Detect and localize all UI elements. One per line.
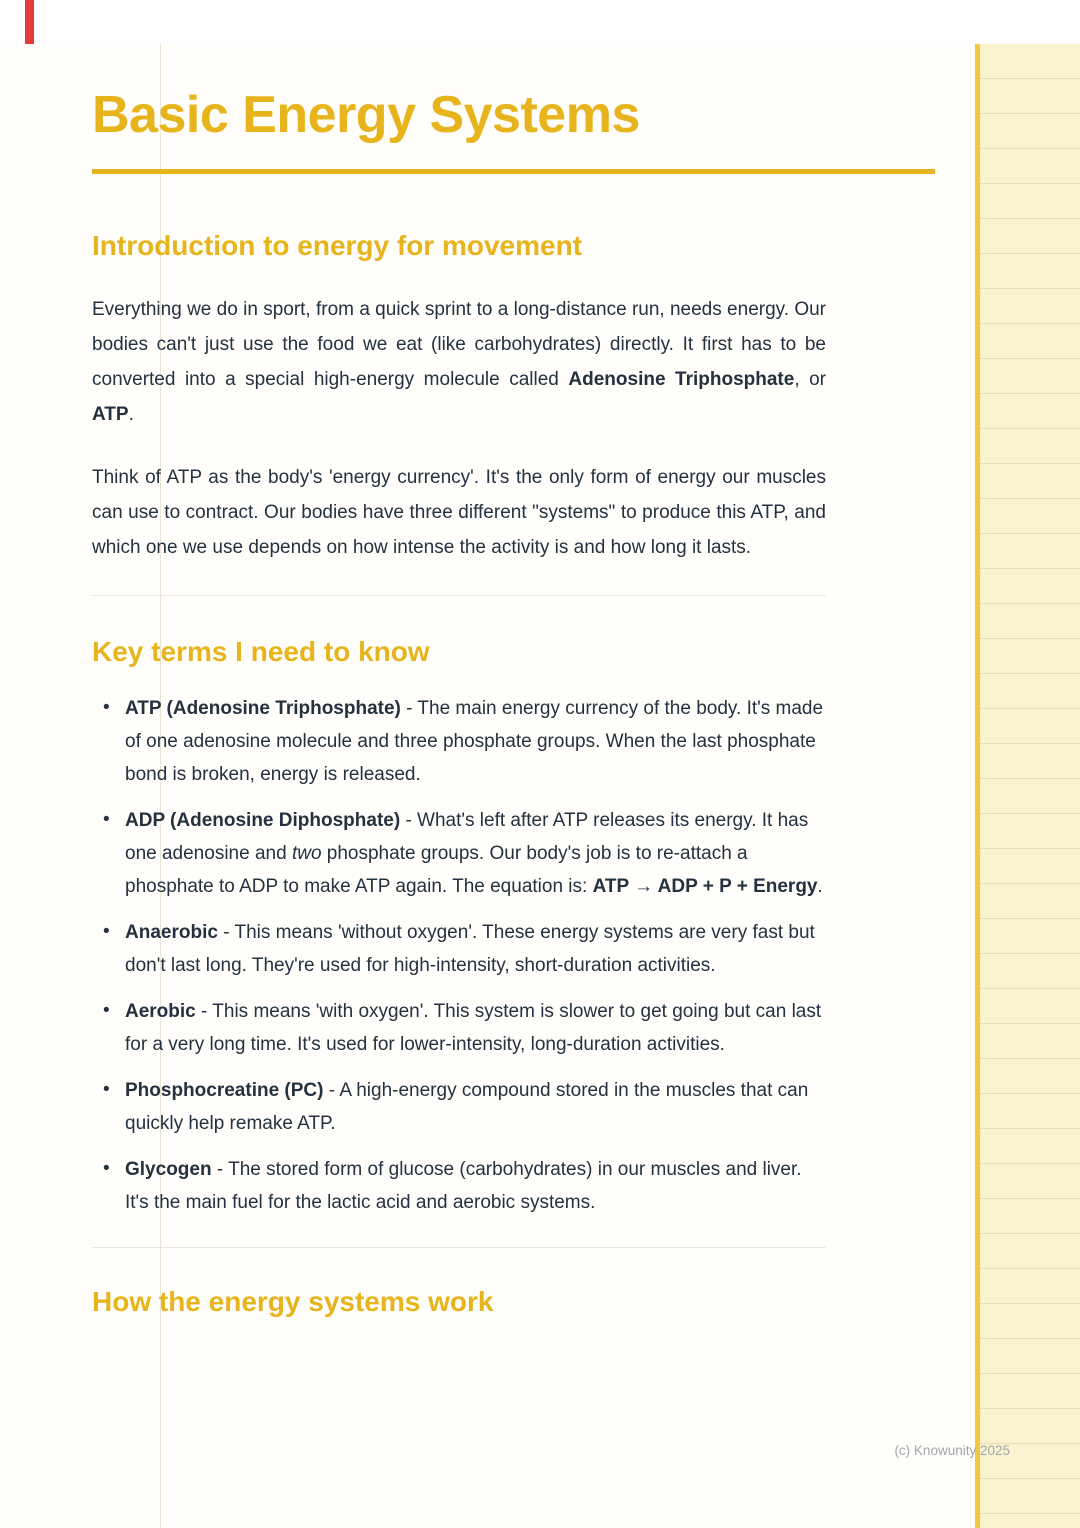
section-heading-how: How the energy systems work	[92, 1285, 494, 1317]
intro-paragraph-2: Think of ATP as the body's 'energy currency'. It's the only form of energy our muscles can use to contract. Our bodies have three different "systems" to produce this ATP, and which one we use depends on how intense the activity is and how long it lasts.	[92, 466, 826, 558]
list-item-text: Glycogen - The stored form of glucose (carbohydrates) in our muscles and liver. It's the main fuel for the lactic acid and aerobic systems.	[125, 1158, 802, 1213]
section-divider	[92, 1247, 826, 1248]
section-divider	[92, 595, 826, 596]
red-margin-mark	[25, 0, 34, 44]
page-title: Basic Energy Systems	[92, 86, 640, 144]
bullet-icon: •	[103, 1157, 110, 1179]
list-item-text: ADP (Adenosine Diphosphate) - What's left after ATP releases its energy. It has one adenosine and two phosphate groups. Our body's job is to re-attach a phosphate to ADP to make ATP again. The equation is: ATP → ADP + P + Energy.	[125, 809, 823, 897]
list-item-text: ATP (Adenosine Triphosphate) - The main energy currency of the body. It's made of one adenosine molecule and three phosphate groups. When the last phosphate bond is broken, energy is released.	[125, 697, 824, 785]
bullet-icon: •	[103, 920, 110, 942]
bullet-icon: •	[103, 1078, 110, 1100]
list-item	[92, 1074, 826, 1140]
section-heading-key-terms: Key terms I need to know	[92, 635, 430, 667]
list-item	[92, 692, 826, 791]
key-terms-list	[92, 692, 826, 1219]
list-item-text: Phosphocreatine (PC) - A high-energy compound stored in the muscles that can quickly help remake ATP.	[125, 1079, 809, 1134]
copyright-watermark: (c) Knowunity 2025	[894, 1443, 1010, 1458]
intro-paragraph-1: Everything we do in sport, from a quick sprint to a long-distance run, needs energy. Our bodies can't just use the food we eat (like carbohydrates) directly. It first has to be converted into a special high-energy molecule called Adenosine Triphosphate, or ATP.	[92, 298, 827, 425]
bullet-icon: •	[103, 808, 110, 830]
section-heading-intro: Introduction to energy for movement	[92, 229, 583, 261]
bullet-icon: •	[103, 999, 110, 1021]
notebook-side-strip	[975, 44, 1080, 1528]
bullet-icon: •	[103, 696, 110, 718]
title-underline	[92, 169, 935, 174]
list-item	[92, 916, 826, 982]
list-item-text: Aerobic - This means 'with oxygen'. This system is slower to get going but can last for a very long time. It's used for lower-intensity, long-duration activities.	[125, 1000, 822, 1055]
list-item-text: Anaerobic - This means 'without oxygen'. These energy systems are very fast but don't last long. They're used for high-intensity, short-duration activities.	[125, 921, 815, 976]
list-item	[92, 1153, 826, 1219]
document-content	[92, 88, 935, 1318]
list-item	[92, 804, 826, 903]
list-item	[92, 995, 826, 1061]
